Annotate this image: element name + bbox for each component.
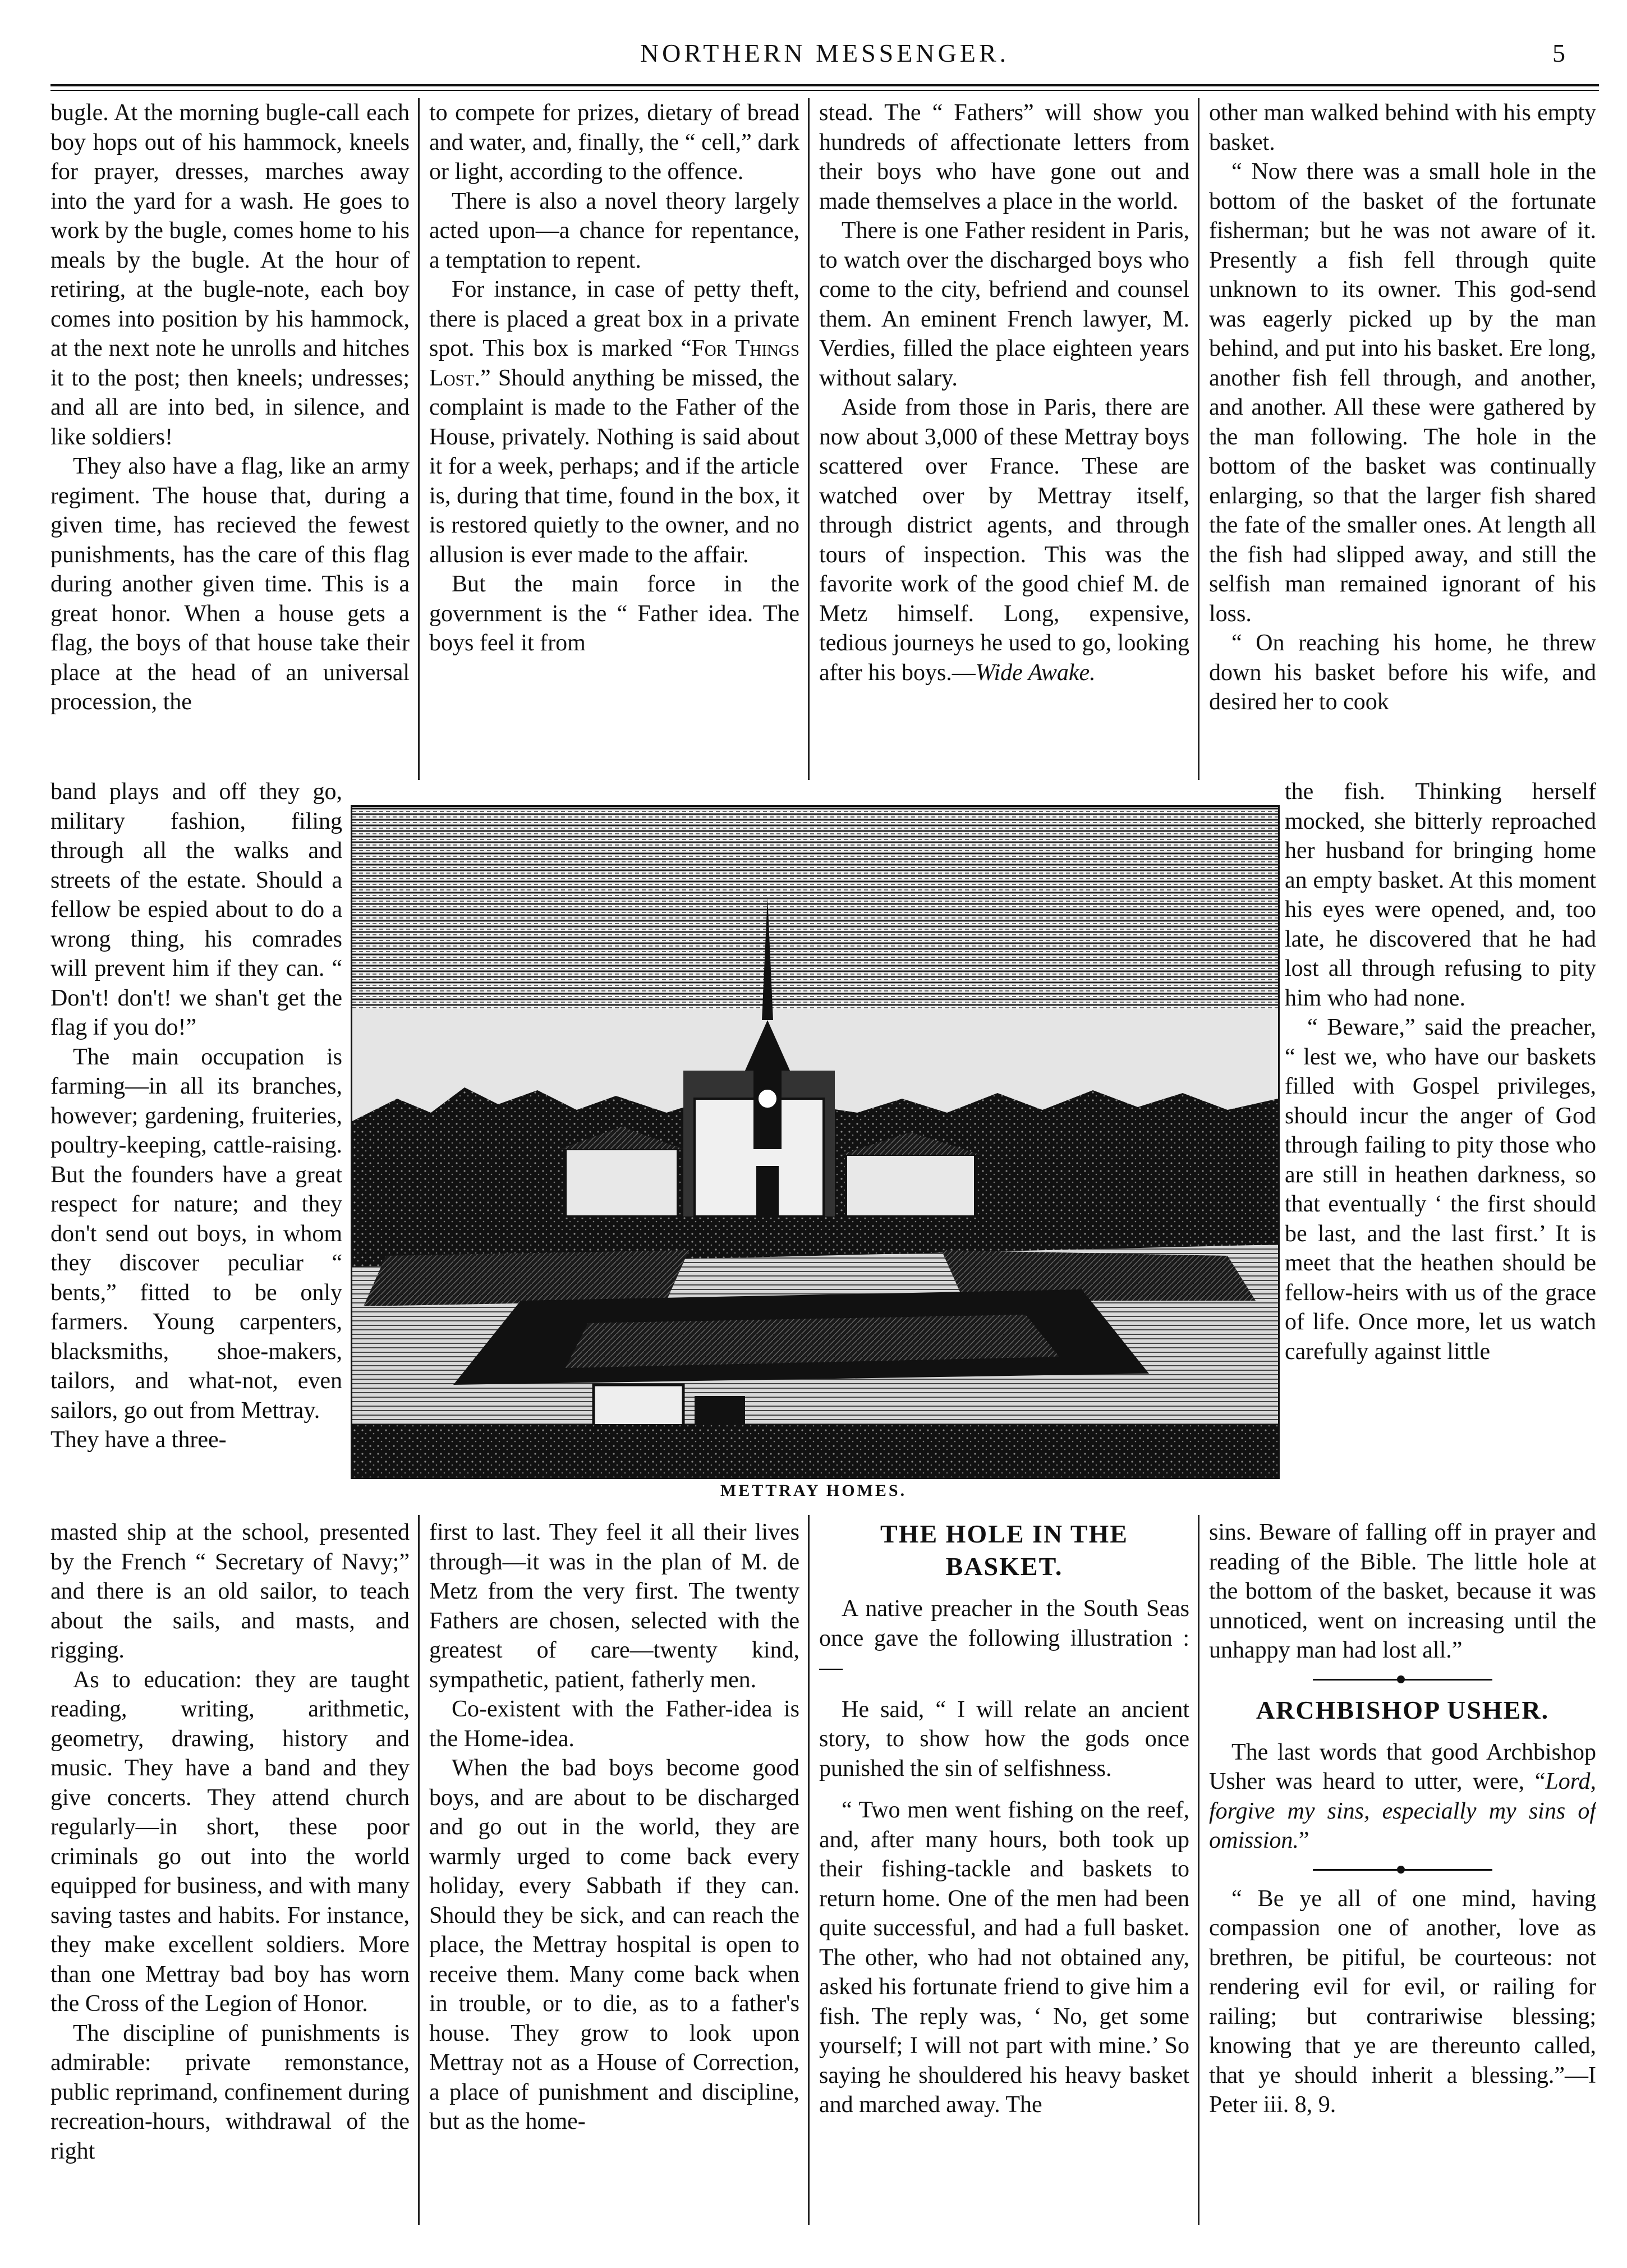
- box-label: For Things Lost.: [429, 336, 799, 391]
- paragraph: But the main force in the government is the “ Father idea. The boys feel it from: [429, 571, 799, 656]
- paragraph: “ On reaching his home, he threw down his basket before his wife, and desired her to cook: [1209, 630, 1596, 715]
- column-1-top: [50, 98, 410, 777]
- section-divider: [1313, 1869, 1492, 1871]
- paragraph: first to last. They feel it all their lives through—it was in the plan of M. de Metz from the very first. The twenty Fathers are chosen, selected with the greatest of care—twenty kind, sympathetic, patient, fatherly men.: [429, 1519, 799, 1693]
- paragraph: “ Two men went fishing on the reef, and, after many hours, both took up their fishing-tackle and baskets to return home. One of the men had been quite successful, and had a full basket. The other, who had not obtained any, asked his fortunate friend to give him a fish. The reply was, ‘ No, get some yourself; I will not part with mine.’ So saying he shouldered his heavy basket and marched away. The: [819, 1797, 1189, 2118]
- running-title: NORTHERN MESSENGER.: [640, 39, 1010, 67]
- article-heading: ARCHBISHOP USHER.: [1256, 1695, 1550, 1724]
- paragraph: to compete for prizes, dietary of bread and water, and, finally, the “ cell,” dark or light, according to the offence.: [429, 100, 799, 185]
- paragraph: [819, 393, 1189, 687]
- paragraph: masted ship at the school, presented by the French “ Secretary of Navy;” and there is an old sailor, to teach about the sails, and masts, and rigging.: [50, 1519, 410, 1663]
- text-run: For instance, in case of petty theft, there is placed a great box in a private spot. This box is marked “: [429, 277, 799, 361]
- paragraph: Co-existent with the Father-idea is the Home-idea.: [429, 1696, 799, 1752]
- paragraph: band plays and off they go, military fashion, filing through all the walks and streets of the estate. Should a fellow be espied about to do a wrong thing, his comrades will prevent him if they can. “ Don't! don't! we shan't get the flag if you do!”: [50, 779, 342, 1040]
- text-run: ” Should anything be missed, the complaint is made to the Father of the House, privately. Nothing is said about it for a week, perhaps; and if the article is, during that time, found in the box, it is restored quietly to the owner, and no allusion is ever made to the affair.: [429, 365, 799, 568]
- illustration-caption: METTRAY HOMES.: [720, 1481, 907, 1500]
- text-run: ”: [1298, 1828, 1309, 1853]
- column-rule: [1198, 98, 1199, 780]
- paragraph: “ Beware,” said the preacher, “ lest we, who have our baskets filled with Gospel privileges, should incur the anger of God through failing to pity those who are still in heathen darkness, so that eventually ‘ the first should be last, and the last first.’ It is meet that the heathen should be fellow-heirs with us of the grace of life. Once more, let us watch carefully against little: [1285, 1014, 1596, 1365]
- column-3-top: [819, 98, 1189, 777]
- paragraph: The main occupation is farming—in all its branches, however; gardening, fruiteries, poultry-keeping, cattle-raising. But the founders have a great respect for nature; and they don't send out boys, in whom they discover peculiar “ bents,” fitted to be only farmers. Young carpenters, blacksmiths, shoe-makers, tailors, and what-not, even sailors, go out from Mettray.: [50, 1044, 342, 1424]
- column-2-bottom: [429, 1518, 799, 2225]
- paragraph: There is one Father resident in Paris, to watch over the discharged boys who come to the city, befriend and counsel them. An eminent French lawyer, M. Verdies, filled the place eighteen years without salary.: [819, 218, 1189, 391]
- paragraph: stead. The “ Fathers” will show you hundreds of affectionate letters from their boys who have gone out and made themselves a place in the world.: [819, 100, 1189, 214]
- column-2-top: [429, 98, 799, 777]
- column-4-top: [1209, 98, 1596, 777]
- text-run: The last words that good Archbishop Usher was heard to utter, were, “: [1209, 1739, 1596, 1794]
- paragraph: He said, “ I will relate an ancient story, to show how the gods once punished the sin of selfishness.: [819, 1696, 1189, 1782]
- quoted-prayer: Lord, forgive my sins, especially my sins of omission.: [1209, 1769, 1596, 1853]
- paragraph: [1209, 1738, 1596, 1856]
- column-rule: [808, 1515, 810, 2225]
- section-divider: [1313, 1679, 1492, 1681]
- column-rule: [1198, 1515, 1199, 2225]
- article-heading: THE HOLE IN THE BASKET.: [880, 1519, 1128, 1581]
- page-number: 5: [1552, 39, 1565, 67]
- paragraph: They also have a flag, like an army regiment. The house that, during a given time, has recieved the fewest punishments, has the care of this flag during another given time. This is a great honor. When a house gets a flag, the boys of that house take their place at the head of an universal procession, the: [50, 453, 410, 715]
- paragraph: [429, 275, 799, 570]
- scripture-quote: “ Be ye all of one mind, having compassion one of another, love as brethren, be pitiful, be courteous: not rendering evil for evil, or railing for railing; but contrariwise blessing; knowing that ye are thereunto called, that ye should inherit a blessing.”—I Peter iii. 8, 9.: [1209, 1885, 1596, 2118]
- column-rule: [418, 1515, 420, 2225]
- paragraph: As to education: they are taught reading, writing, arithmetic, geometry, drawing, history and music. They have a band and they give concerts. They attend church regularly—in short, these poor criminals go out into the world equipped for business, and with many saving tastes and habits. For instance, they make excellent soldiers. More than one Mettray bad boy has worn the Cross of the Legion of Honor.: [50, 1666, 410, 2017]
- paragraph: other man walked behind with his empty basket.: [1209, 100, 1596, 155]
- column-1-wrap: [50, 777, 342, 1518]
- paragraph: They have a three-: [50, 1427, 227, 1453]
- paragraph: When the bad boys become good boys, and are about to be discharged and go out in the world, they are warmly urged to come back every holiday, every Sabbath if they can. Should they be sick, and can reach the place, the Mettray hospital is open to receive them. Many come back when in trouble, or to die, as to a father's house. They grow to look upon Mettray not as a House of Correction, a place of punishment and discipline, but as the home-: [429, 1755, 799, 2134]
- text-run: Aside from those in Paris, there are now about 3,000 of these Mettray boys scattered over France. These are watched over by Mettray itself, through district agents, and through tours of inspection. This was the favorite work of the good chief M. de Metz himself. Long, expensive, tedious journeys he used to go, looking after his boys.—: [819, 394, 1189, 686]
- paragraph: The discipline of punishments is admirable: private remonstance, public reprimand, confinement during recreation-hours, withdrawal of the right: [50, 2020, 410, 2164]
- source-credit: Wide Awake.: [975, 659, 1096, 686]
- column-rule: [808, 98, 810, 780]
- header-rule: [50, 84, 1599, 86]
- paragraph: There is also a novel theory largely acted upon—a chance for repentance, a temptation to repent.: [429, 188, 799, 273]
- column-1-bottom: [50, 1518, 410, 2225]
- paragraph: the fish. Thinking herself mocked, she bitterly reproached her husband for bringing home an empty basket. At this moment his eyes were opened, and, too late, he discovered that he had lost all through refusing to pity him who had none.: [1285, 779, 1596, 1011]
- column-4-wrap: [1285, 777, 1596, 1518]
- column-3-bottom: [819, 1518, 1189, 2225]
- column-4-bottom: [1209, 1518, 1596, 2225]
- paragraph: sins. Beware of falling off in prayer and reading of the Bible. The little hole at the bottom of the basket, because it was unnoticed, went on increasing until the unhappy man had lost all.”: [1209, 1519, 1596, 1663]
- engraving-illustration: [352, 807, 1278, 1477]
- column-rule: [418, 98, 420, 780]
- paragraph: A native preacher in the South Seas once gave the following illustration :—: [819, 1596, 1189, 1681]
- paragraph: bugle. At the morning bugle-call each boy hops out of his hammock, kneels for prayer, dresses, marches away into the yard for a wash. He goes to work by the bugle, comes home to his meals by the bugle. At the hour of retiring, at the bugle-note, each boy comes into position by his hammock, at the next note he unrolls and hitches it to the post; then kneels; undresses; and all are into bed, in silence, and like soldiers!: [50, 100, 410, 450]
- header-rule-thin: [50, 90, 1599, 91]
- mettray-homes-engraving: [351, 805, 1280, 1479]
- page-header: [50, 34, 1599, 79]
- paragraph: “ Now there was a small hole in the bottom of the basket of the fortunate fisherman; but he was not aware of it. Presently a fish fell through quite unknown to its owner. This god-send was eagerly picked up by the man behind, and put into his basket. Ere long, another fish fell through, and another, and another. All these were gathered by the man following. The hole in the bottom of the basket was continually enlarging, so that the larger fish shared the fate of the smaller ones. At length all the fish had slipped away, and still the selfish man remained ignorant of his loss.: [1209, 159, 1596, 627]
